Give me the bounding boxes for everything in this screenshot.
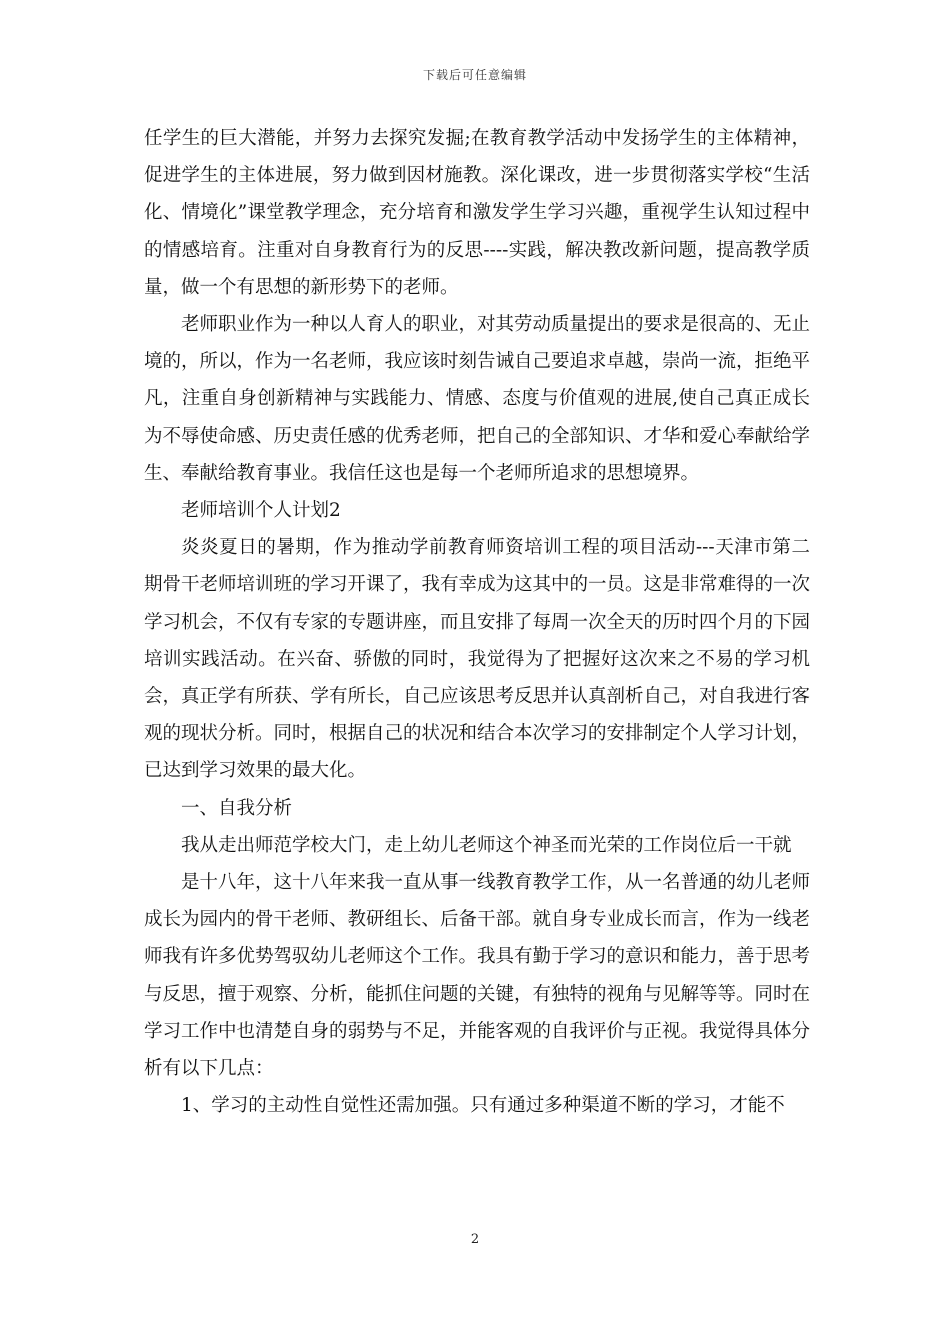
paragraph-summer-training: 炎炎夏日的暑期，作为推动学前教育师资培训工程的项目活动---天津市第二期骨干老师培训班的学习开课了，我有幸成为这其中的一员。这是非常难得的一次学习机会，不仅有专家的专题讲座，而且安排了每周一次全天的历时四个月的下园培训实践活动。在兴奋、骄傲的同时，我觉得为了把握好这次来之不易的学习机会，真正学有所获、学有所长，自己应该思考反思并认真剖析自己，对自我进行客观的现状分析。同时，根据自己的状况和结合本次学习的安排制定个人学习计划，已达到学习效果的最大化。 xyxy=(144,537,811,782)
paragraph-teacher-profession: 老师职业作为一种以人育人的职业，对其劳动质量提出的要求是很高的、无止境的，所以，作为一名老师，我应该时刻告诫自己要追求卓越，崇尚一流，拒绝平凡，注重自身创新精神与实践能力、情感、态度与价值观的进展,使自己真正成长为不辱使命感、历史责任感的优秀老师，把自己的全部知识、才华和爱心奉献给学生、奉献给教育事业。我信任这也是每一个老师所追求的思想境界。 xyxy=(144,314,811,484)
paragraph-career-start: 我从走出师范学校大门，走上幼儿老师这个神圣而光荣的工作岗位后一干就 xyxy=(181,834,792,856)
page-number: 2 xyxy=(470,1232,480,1247)
page-header: 下载后可任意编辑 xyxy=(422,68,527,82)
section-heading-self-analysis: 一、自我分析 xyxy=(181,797,293,819)
paragraph-continuation: 任学生的巨大潜能，并努力去探究发掘;在教育教学活动中发扬学生的主体精神，促进学生的主体进展，努力做到因材施教。深化课改，进一步贯彻落实学校“生活化、情境化”课堂教学理念，充分培育和激发学生学习兴趣，重视学生认知过程中的情感培育。注重对自身教育行为的反思----实践，解决教改新问题，提高教学质量，做一个有思想的新形势下的老师。 xyxy=(144,128,810,298)
section-heading-plan-2: 老师培训个人计划2 xyxy=(181,500,341,522)
list-item-1: 1、学习的主动性自觉性还需加强。只有通过多种渠道不断的学习，才能不 xyxy=(181,1095,785,1117)
paragraph-eighteen-years: 是十八年，这十八年来我一直从事一线教育教学工作，从一名普通的幼儿老师成长为园内的骨干老师、教研组长、后备干部。就自身专业成长而言，作为一线老师我有许多优势驾驭幼儿老师这个工作。我具有勤于学习的意识和能力，善于思考与反思，擅于观察、分析，能抓住问题的关键，有独特的视角与见解等等。同时在学习工作中也清楚自身的弱势与不足，并能客观的自我评价与正视。我觉得具体分析有以下几点： xyxy=(144,872,811,1080)
document-body xyxy=(144,120,810,1124)
